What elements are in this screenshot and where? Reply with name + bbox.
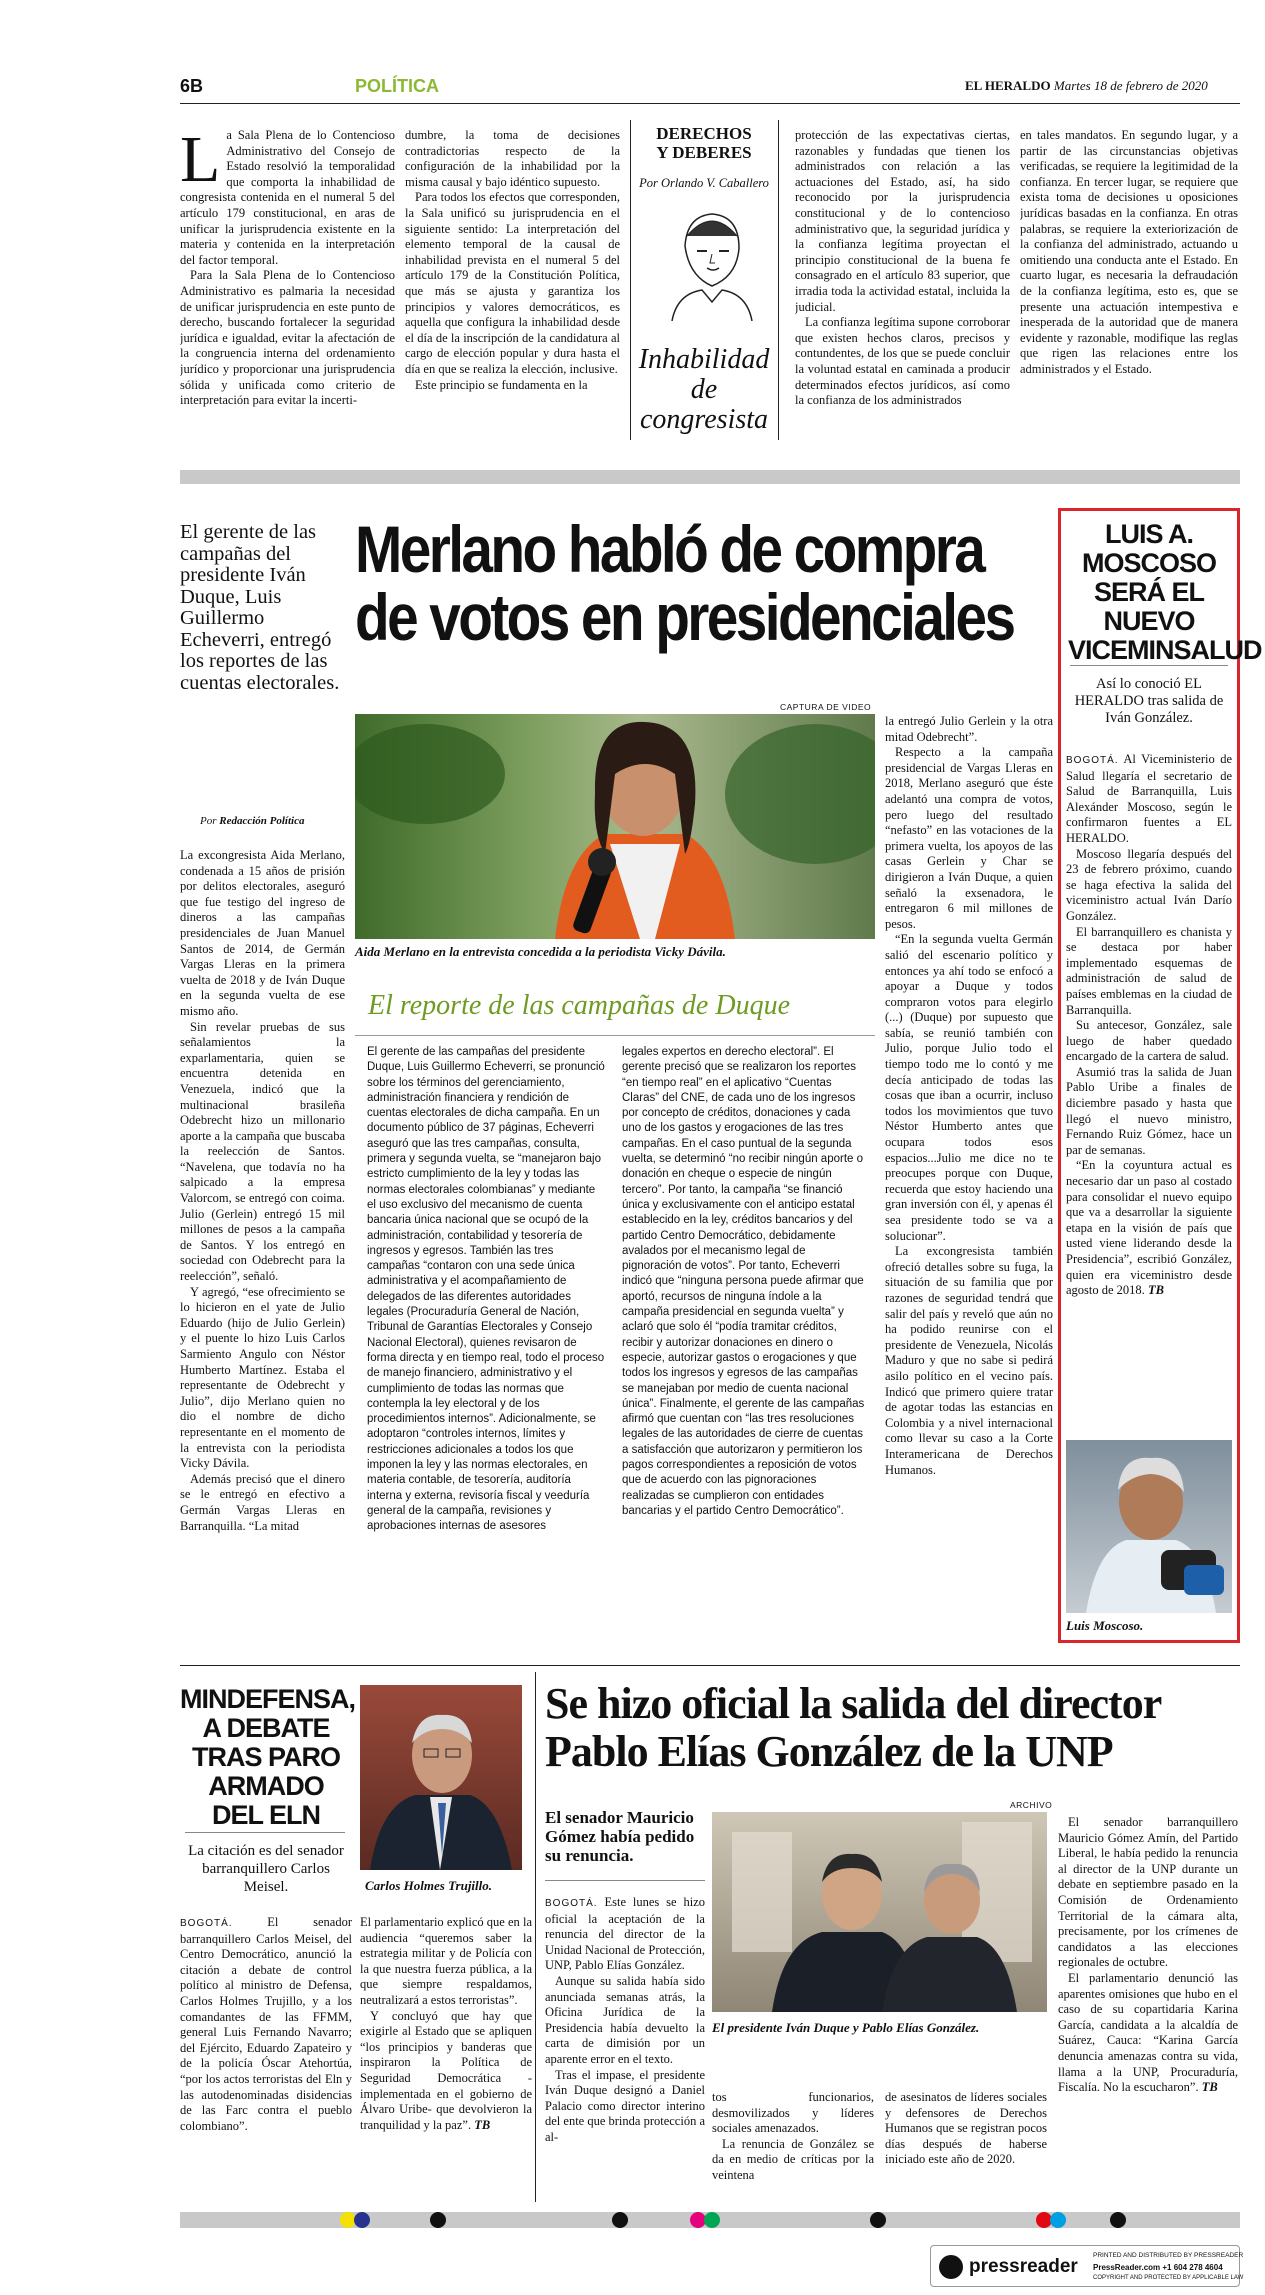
- story-paragraph: La excongresista también ofreció detalles sobre su fuga, la situación de su familia que por razones de seguridad tendrá que salir del país y reveló que aún no ha podido reunirse con el presidente de Venezuela, Nicolás Maduro y que no sabe si pedirá asilo político en el vecino país. Indicó que primero quiere tratar de agotar todas las estancias en Colombia y a nivel internacional como llevar su caso a la Corte Interamericana de Derechos Humanos.: [885, 1244, 1053, 1477]
- merlano-kicker: El gerente de las campañas del presidente Iván Duque, Luis Guillermo Echeverri, entregó los reportes de las cuentas electorales.: [180, 521, 340, 694]
- mindefensa-col2: [360, 1915, 532, 2200]
- column-title: Inhabilidad de congresista: [638, 344, 770, 435]
- trujillo-figure-icon: [360, 1685, 522, 1870]
- moscoso-rule: [1070, 665, 1228, 666]
- unp-p1: Este lunes se hizo oficial la aceptación de la renuncia del director de la Unidad Nacional de Protección, UNP, Pablo Elías González.: [545, 1895, 705, 1973]
- moscoso-p6: “En la coyuntura actual es necesario dar un paso al costado para consolidar el nuevo equipo que va a desarrollar la siguiente etapa en la visión de país que usted viene liderando desde la Presidencia”, escribió González, quien era viceministro desde agosto de 2018.: [1066, 1158, 1232, 1298]
- moscoso-caption: Luis Moscoso.: [1066, 1618, 1144, 1633]
- unp-col3: [885, 2090, 1047, 2200]
- mindefensa-paragraph: El parlamentario explicó que en la audiencia “queremos saber la estrategia militar y de Policía con la que nuestra fuerza pública, a la que siempre respaldamos, neutralizará a estos terroristas”.: [360, 1915, 532, 2007]
- paper-name: EL HERALDO: [965, 78, 1051, 93]
- header-rule: [180, 103, 1240, 104]
- column-col1: [180, 128, 395, 445]
- story-paragraph: Y agregó, “ese ofrecimiento se lo hicieron en el yate de Julio Eduardo (hijo de Julio Gerlein) y el puente lo hizo Luis Carlos Sarmiento Angulo con Néstor Humberto Martínez. Estaba el representante de Odebrecht y Julio”, dijo Merlano quien no dio el nombre de dicho representante en el momento de la entrevista con la periodista Vicky Dávila.: [180, 1284, 345, 1471]
- column-box-rule-right: [778, 120, 779, 440]
- color-registration-dot: [870, 2212, 886, 2228]
- column-author: Por Orlando V. Caballero: [639, 176, 769, 190]
- reporte-col2: legales expertos en derecho electoral”. El gerente precisó que se realizaron los reportes “en tiempo real” en el aplicativo “Cuentas Claras” del CNE, de cada uno de los ingresos por concepto de créditos, donaciones y cada uno de los gastos y erogaciones de las tres campañas. En el caso puntual de la segunda vuelta, se determinó “no recibir ningún aporte o donación en cheque o especie de ningún tercero”. Por tanto, la campaña “se financió única y exclusivamente con el anticipo estatal establecido en la ley, créditos bancarios y del partido Centro Democrático, debidamente avalados por el mecanismo legal de pignoración de votos”. Por tanto, Echeverri indicó que “ninguna persona puede afirmar que aportó, recursos de ninguna índole a la campaña presidencial en segunda vuelta” y aclaró que solo él “podía tramitar créditos, recibir y autorizar donaciones en dinero o especie, autorizar gastos o erogaciones y que todos los ingresos y egresos de las campañas se manejaban por medio de cuenta nacional única”. Finalmente, el gerente de las campañas afirmó que cuentan con “las tres resoluciones legales de las autoridades de cierre de cuentas a satisfacción que autorizaron y permitieron los pagos correspondientes a reposición de votos que de acuerdo con las pignoraciones realizadas se cumplieron con entidades bancarias y el partido Centro Democrático”.: [622, 1046, 865, 1517]
- column-paragraph: protección de las expectativas ciertas, razonables y fundadas que tienen los administrados con relación a las actuaciones del Estado, así, ha sido reconocido por la jurisprudencia constitucional y de lo contencioso administrativo que, la seguridad jurídica y la confianza legítima proyectan el principio constitucional de la buena fe consagrado en el artículo 83 superior, que irradia toda la actividad estatal, incluida la judicial.: [795, 128, 1010, 314]
- column-col3: [795, 128, 1010, 445]
- author-portrait: [667, 206, 757, 321]
- unp-paragraph: Tras el impase, el presidente Iván Duque designó a Daniel Palacio como director interino del ente que brinda protección a al-: [545, 2067, 705, 2144]
- column-tag-line2: Y DEBERES: [656, 143, 752, 162]
- unp-paragraph: [1058, 1971, 1238, 2096]
- moscoso-paragraph: El barranquillero es chanista y se destaca por haber implementado esquemas de administración de salud de países emblemas en la ciudad de Barranquilla.: [1066, 924, 1232, 1017]
- merlano-photo-credit: CAPTURA DE VIDEO: [780, 702, 872, 712]
- column-paragraph: a Sala Plena de lo Contencioso Administrativo del Consejo de Estado resolvió la temporalidad que comporta la inhabilidad de congresista contenida en el numeral 5 del artículo 179 constitucional, en aras de unificar la jurisprudencia existente en la materia y contenida en la interpretación del factor temporal.: [180, 128, 395, 267]
- column-paragraph: en tales mandatos. En segundo lugar, y a partir de las circunstancias objetivas verificadas, se requiere la legitimidad de la confianza. En tercer lugar, se requiere que exista toma de decisiones u oposiciones jurídicas basadas en la confianza. En otras palabras, se requiere la exteriorización de la confianza del administrado, actuando u omitiendo una conducta ante el Estado. En cuarto lugar, es necesaria la defraudación de la confianza legítima, esto es, que se presente una actuación intempestiva e inesperada de la autoridad que de manera evidente y razonable, modifique las reglas que rigen las relaciones entre los administrados y el Estado.: [1020, 128, 1238, 376]
- moscoso-paragraph: [1066, 752, 1232, 847]
- merlano-photo: [355, 714, 875, 939]
- color-registration-dot: [612, 2212, 628, 2228]
- column-paragraph: Para la Sala Plena de lo Contencioso Administrativo es palmaria la necesidad de unificar jurisprudencia en este punto de derecho, buscando fortalecer la seguridad jurídica e igualdad, evitar la afectación de la congruencia interna del ordenamiento jurídico y proporcionar una jurisprudencia sólida y unificada como criterio de interpretación para evitar la incerti-: [180, 268, 395, 408]
- unp-col1: [545, 1895, 705, 2200]
- section-name: POLÍTICA: [355, 76, 439, 96]
- moscoso-paragraph: Asumió tras la salida de Juan Pablo Uribe a finales de diciembre pasado y hasta que llegó el nuevo ministro, Fernando Ruiz Gómez, hace un par de semanas.: [1066, 1064, 1232, 1157]
- pressreader-line3: COPYRIGHT AND PROTECTED BY APPLICABLE LAW: [1093, 2275, 1244, 2281]
- unp-photo: [712, 1812, 1047, 2012]
- trujillo-photo: [360, 1685, 522, 1870]
- story-paragraph: la entregó Julio Gerlein y la otra mitad Odebrecht”.: [885, 714, 1053, 744]
- unp-paragraph: [545, 1895, 705, 1974]
- unp-paragraph: de asesinatos de líderes sociales y defensores de Derechos Humanos que se registran pocos días después de haberse iniciado este año de 2020.: [885, 2090, 1047, 2167]
- story-paragraph: Además precisó que el dinero se le entregó en efectivo a Germán Vargas Lleras en Barranquilla. “La mitad: [180, 1471, 345, 1533]
- trujillo-caption: Carlos Holmes Trujillo.: [365, 1878, 493, 1893]
- unp-paragraph: La renuncia de González se da en medio de críticas por la veintena: [712, 2136, 874, 2182]
- merlano-left-col: [180, 848, 345, 1638]
- moscoso-sign: TB: [1147, 1283, 1164, 1298]
- merlano-figure-icon: [355, 714, 875, 939]
- page-number: 6B: [180, 76, 204, 96]
- column-col4: [1020, 128, 1238, 445]
- mindefensa-dateline: BOGOTÁ.: [180, 1918, 233, 1929]
- column-paragraph: Este principio se fundamenta en la: [415, 377, 588, 392]
- mindefensa-p1: El senador barranquillero Carlos Meisel, del Centro Democrático, anunció la citación a debate de control político al ministro de Defensa, Carlos Holmes Trujillo, y a los comandantes de las FFMM, general Luis Fernando Navarro; del Ejército, Eduardo Zapateiro y de la policía Óscar Atehortúa, “por los actos terroristas del Eln y las autodenominadas disidencias de las Farc contra el pueblo colombiano”.: [180, 1915, 352, 2133]
- mindefensa-col1: [180, 1915, 352, 2200]
- moscoso-paragraph: [1066, 1158, 1232, 1298]
- story-paragraph: “En la segunda vuelta Germán salió del escenario político y entonces ya ahí todo se enfocó a apoyar a Duque y todos compraron votos para elegirlo (...) (Duque) por supuesto que sabía, se reunió también con Julio, porque Julio todo el tiempo todo me lo contó y me decía anticipado de todas las cosas que iban a ocurrir, incluso todos los movimientos que tuvo Néstor Humberto antes que ocupara todos esos espacios...Julio me dice no te preocupes porque con Duque, recuerda que estoy haciendo una gran inversión con él, y apenas él sea presidente todo se va a solucionar”.: [885, 932, 1053, 1243]
- unp-dek-rule: [545, 1880, 705, 1881]
- drop-cap: L: [180, 128, 221, 196]
- reporte-title: El reporte de las campañas de Duque: [368, 990, 790, 1021]
- pressreader-badge[interactable]: [930, 2245, 1244, 2287]
- merlano-headline: Merlano habló de compra de votos en presidenciales: [355, 512, 1014, 654]
- moscoso-p1: Al Viceministerio de Salud llegaría el secretario de Salud de Barranquilla, Luis Alexánder Moscoso, según le confirmaron fuentes a EL HERALDO.: [1066, 752, 1232, 845]
- reporte-col1: El gerente de las campañas del presidente Duque, Luis Guillermo Echeverri, se pronunció sobre los términos del gerenciamiento, administración financiera y rendición de cuentas electorales de dicha campaña. En un documento público de 37 páginas, Echeverri aseguró que las tres campañas, consulta, primera y segunda vuelta, se “manejaron bajo estricto cumplimiento de la ley y todas las normas electorales colombianas” y mediante el uso exclusivo del mecanismo de cuenta bancaria única nacional que se ocupó de la administración, contabilidad y tesorería de ingresos y egresos. También las tres campañas “contaron con una sede única administrativa y el acompañamiento de delegados de las diferentes autoridades legales (Procuraduría General de Nación, Tribunal de Garantías Electorales y Consejo Nacional Electoral), quienes revisaron de forma directa y en tiempo real, todo el proceso de manejo financiero, administrativo y el cumplimiento de todas las normas que contempla la ley electoral y de los procedimientos internos”. Adicionalmente, se adoptaron “controles internos, límites y restricciones adicionales a todos los que imponen la ley y las normas electorales, en materia contable, de tesorería, auditoría interna y externa, revisoría fiscal y veeduría general de la campaña, revisiones y aprobaciones internas de asesores: [367, 1046, 605, 1533]
- merlano-right-col: [885, 714, 1053, 1639]
- color-registration-dot: [1050, 2212, 1066, 2228]
- masthead-paper: [965, 78, 1208, 94]
- unp-headline: Se hizo oficial la salida del director Pablo Elías González de la UNP: [545, 1679, 1161, 1776]
- unp-col2: [712, 2090, 874, 2200]
- unp-figures-icon: [712, 1812, 1047, 2012]
- unp-photo-credit: ARCHIVO: [1010, 1800, 1053, 1810]
- story-paragraph: Respecto a la campaña presidencial de Vargas Lleras en 2018, Merlano aseguró que éste adelantó una compra de votos, pero luego del resultado “nefasto” en las votaciones de la primera vuelta, los apoyos de las casas Gerlein y Char se dirigieron a Iván Duque, a quien señaló la exsenadora, le entregaron 6 mil millones de pesos.: [885, 745, 1053, 931]
- lower-divider: [535, 1672, 536, 2202]
- unp-paragraph: El senador barranquillero Mauricio Gómez Amín, del Partido Liberal, le había pedido la renuncia al director de la UNP durante un debate en septiembre pasado en la Comisión de Ordenamiento Territorial de la cámara alta, precisamente, por los crímenes de candidatos a las elecciones regionales de octubre.: [1058, 1815, 1238, 1970]
- mindefensa-headline: MINDEFENSA, A DEBATE TRAS PARO ARMADO DEL ELN: [180, 1684, 356, 1830]
- column-col2: [405, 128, 620, 445]
- mindefensa-rule: [185, 1832, 345, 1833]
- unp-caption: El presidente Iván Duque y Pablo Elías González.: [712, 2020, 980, 2035]
- mindefensa-p3: Y concluyó que hay que exigirle al Estado que se apliquen “los principios y banderas que inspiraron la Política de Seguridad Democrática -implementada en el gobierno de Álvaro Uribe- que devolvieron la tranquilidad y la paz”.: [360, 2008, 532, 2132]
- mindefensa-dek: La citación es del senador barranquillero Carlos Meisel.: [188, 1843, 344, 1895]
- moscoso-figure-icon: [1066, 1440, 1232, 1613]
- story-paragraph: La excongresista Aida Merlano, condenada a 15 años de prisión por delitos electorales, aseguró que fue testigo del ingreso de dineros a las campañas presidenciales de Juan Manuel Santos de 2014, de Germán Vargas Lleras en la primera vuelta de 2018 y de Iván Duque en la segunda vuelta de ese mismo año.: [180, 848, 345, 1018]
- color-registration-dot: [1110, 2212, 1126, 2228]
- reporte-rule: [355, 1035, 875, 1036]
- moscoso-paragraph: Moscoso llegaría después del 23 de febrero próximo, cuando se haga efectiva la salida del viceministro actual Iván Darío González.: [1066, 846, 1232, 923]
- moscoso-dateline: BOGOTÁ.: [1066, 755, 1119, 766]
- unp-paragraph: Aunque su salida había sido anunciada semanas atrás, la Oficina Jurídica de la Presidencia había devuelto la carta de dimisión por un aparente error en el texto.: [545, 1973, 705, 2066]
- unp-p8: El parlamentario denunció las aparentes omisiones que hubo en el caso de su copartidaria Karina García, candidata a la alcaldía de Suárez, Cauca: “Karina García denuncia amenazas contra su vida, llama a la UNP, Procuraduría, Fiscalía. No la escucharon”.: [1058, 1970, 1238, 2095]
- pressreader-line1: PRINTED AND DISTRIBUTED BY PRESSREADER: [1093, 2252, 1244, 2259]
- moscoso-headline: LUIS A. MOSCOSO SERÁ EL NUEVO VICEMINSALUD: [1068, 519, 1262, 665]
- moscoso-body: [1066, 752, 1232, 1382]
- byline-prefix: Por: [200, 815, 217, 827]
- column-tag: [632, 124, 776, 162]
- unp-col4: [1058, 1815, 1238, 2200]
- color-registration-dot: [704, 2212, 720, 2228]
- unp-dateline: BOGOTÁ.: [545, 1898, 598, 1909]
- author-sketch-icon: [667, 206, 757, 321]
- color-registration-dot: [354, 2212, 370, 2228]
- lower-rule: [180, 1665, 1240, 1666]
- merlano-photo-caption: Aida Merlano en la entrevista concedida a la periodista Vicky Dávila.: [355, 944, 726, 959]
- pressreader-logo-text: pressreader: [969, 2256, 1078, 2277]
- separator-bar-top: [180, 470, 1240, 484]
- unp-sign: TB: [1201, 2080, 1218, 2095]
- column-box-rule-left: [630, 120, 631, 440]
- unp-dek: El senador Mauricio Gómez había pedido su renuncia.: [545, 1808, 695, 1865]
- mindefensa-paragraph: [180, 1915, 352, 2134]
- color-registration-dot: [430, 2212, 446, 2228]
- column-paragraph: Para todos los efectos que corresponden, la Sala unificó su jurisprudencia en el siguiente sentido: La interpretación del elemento temporal de la causal de inhabilidad prevista en el numeral 5 del artículo 179 de la Constitución Política, que más se ajusta y garantiza los principios y valores democráticos, es aquella que configura la inhabilidad desde el día de la inscripción de la candidatura al cargo de elección popular y dura hasta el día en que se realiza la elección, inclusive.: [405, 190, 620, 376]
- column-paragraph: dumbre, la toma de decisiones contradictorias respecto de la configuración de la inhabilidad por la misma causal y bajo idéntico supuesto.: [405, 128, 620, 189]
- column-paragraph: La confianza legítima supone corroborar que existen hechos claros, precisos y contundentes, de los que se puede concluir la voluntad estatal en caminada a producir determinados efectos jurídicos, así como la confianza de los administrados: [795, 315, 1010, 408]
- merlano-byline: [200, 815, 304, 827]
- mindefensa-paragraph: [360, 2009, 532, 2134]
- unp-paragraph: tos funcionarios, desmovilizados y líderes sociales amenazados.: [712, 2090, 874, 2136]
- moscoso-dek: Así lo conoció EL HERALDO tras salida de Iván González.: [1074, 676, 1224, 726]
- pressreader-logo-icon: [939, 2255, 963, 2279]
- column-tag-line1: DERECHOS: [656, 124, 752, 143]
- pressreader-line2: PressReader.com +1 604 278 4604: [1093, 2263, 1223, 2272]
- byline-author: Redacción Política: [219, 815, 305, 827]
- mindefensa-sign: TB: [474, 2117, 491, 2132]
- story-paragraph: Sin revelar pruebas de sus señalamientos la exparlamentaria, quien se encuentra detenida en Venezuela, indicó que la multinacional brasileña Odebrecht hizo un millonario aporte a la campaña que buscaba la reelección de Santos. “Navelena, que todavía no ha salpicado a la empresa Valorcom, se entregó con coima. Julio (Gerlein) entregó 15 mil millones de pesos a la campaña de Santos. Y los entregó en sociedad con Odebrecht para la reelección”, señaló.: [180, 1019, 345, 1284]
- moscoso-photo: [1066, 1440, 1232, 1613]
- moscoso-paragraph: Su antecesor, González, sale luego de haber quedado encargado de la cartera de salud.: [1066, 1018, 1232, 1064]
- issue-date: Martes 18 de febrero de 2020: [1053, 78, 1208, 93]
